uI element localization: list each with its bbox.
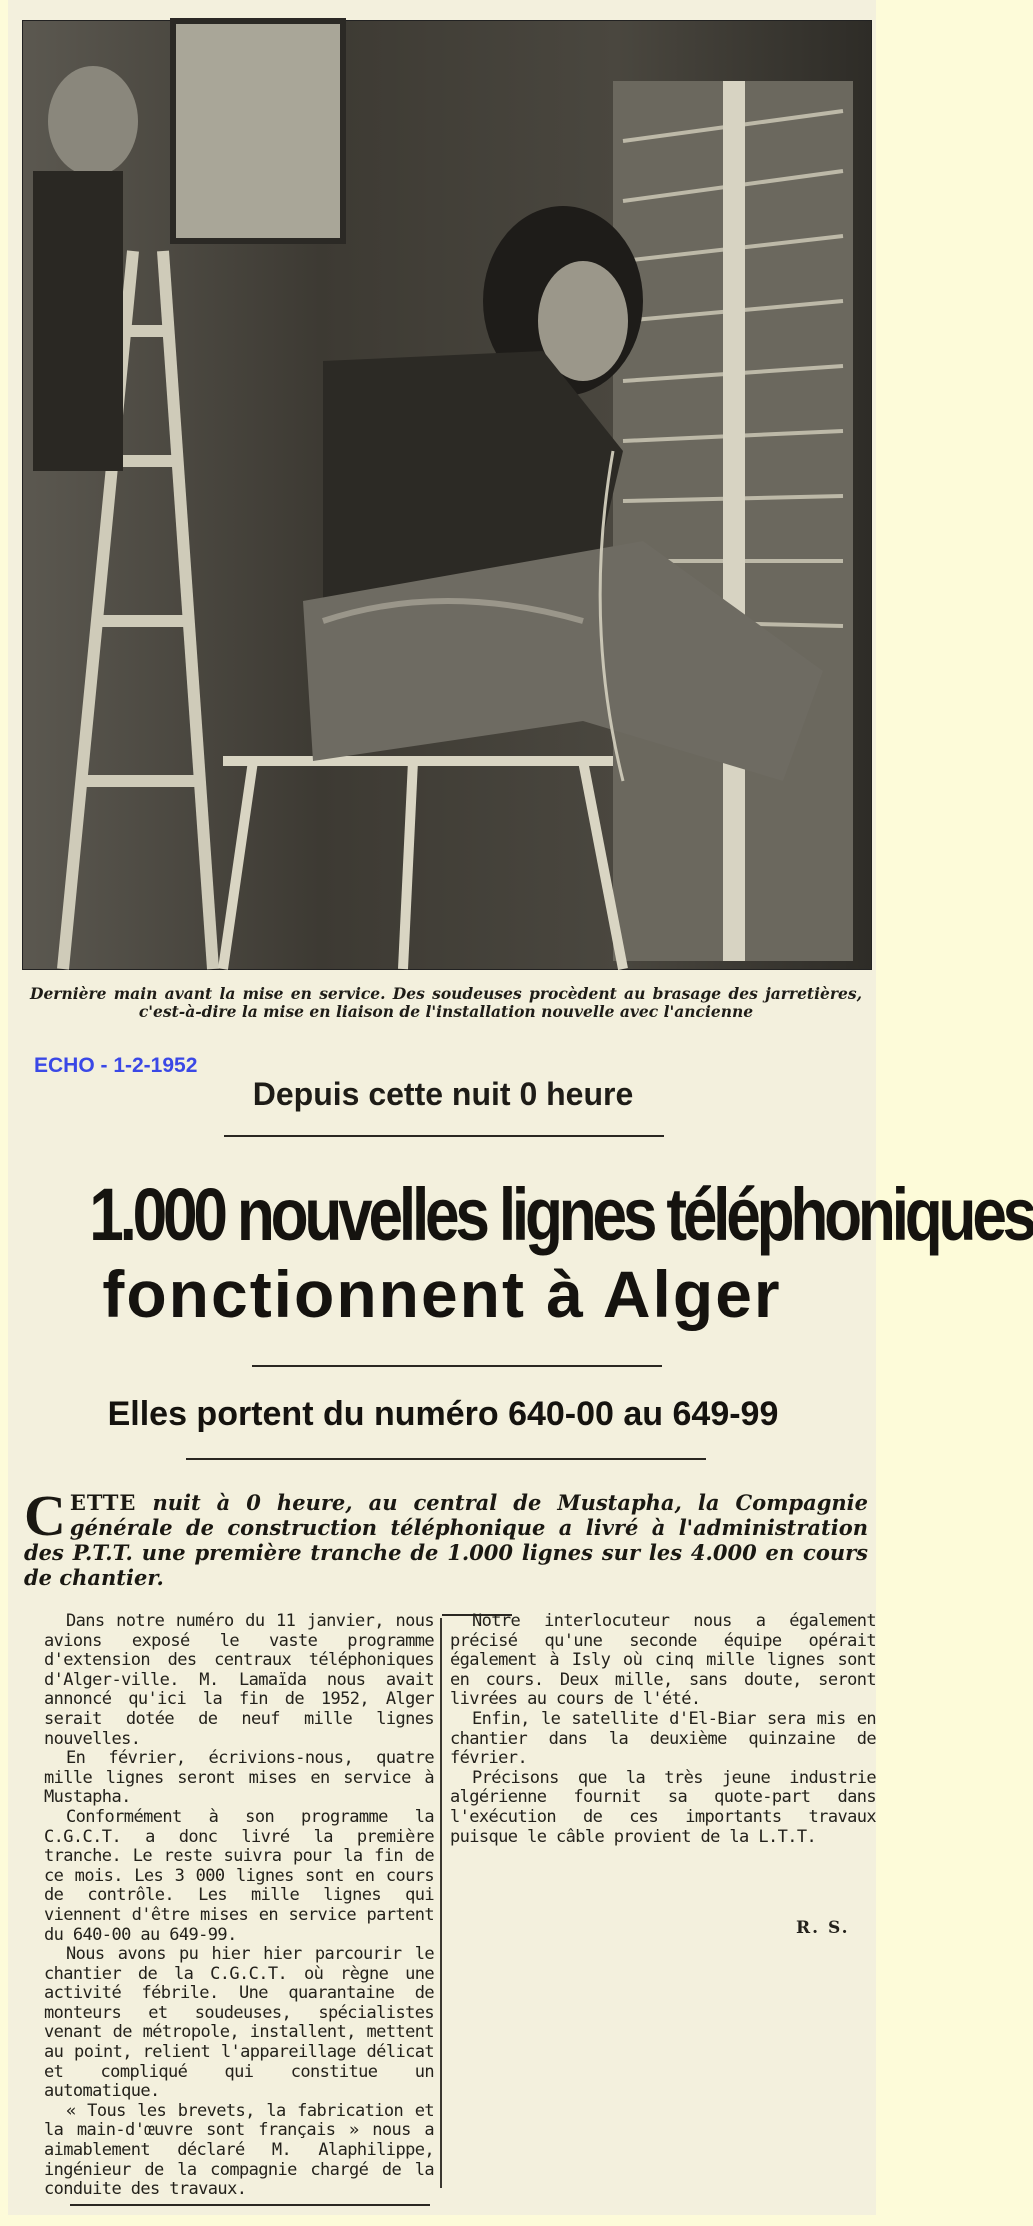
column-paragraph: En février, écrivions-nous, quatre mille lignes seront mises en service à Mustapha. [44,1748,434,1808]
kicker-heading: Depuis cette nuit 0 heure [252,1076,634,1112]
author-signature: R. S. [796,1918,850,1938]
drop-cap: C [24,1483,66,1548]
headline-line-1: 1.000 nouvelles lignes téléphoniques [89,1173,1033,1256]
column-paragraph: Notre interlocuteur nous a également précisé qu'une seconde équipe opérait également à Isly où cinq mille lignes sont en cours. Deux mille, sans doute, seront livrées au cours de l'été. [450,1611,876,1710]
column-paragraph: « Tous les brevets, la fabrication et la main-d'œuvre sont français » nous a aimablement déclaré M. Alaphilippe, ingénieur de la compagnie chargé de la conduite des travaux. [44,2100,434,2200]
subheadline: Elles portent du numéro 640-00 au 649-99 [107,1395,779,1433]
column-paragraph: Nous avons pu hier hier parcourir le chantier de la C.G.C.T. où règne une activité fébrile. Une quarantaine de monteurs et soudeuses, spécialistes venant de métropole, installent, mettent au point, relient l'appareillage délicat et compliqué qui constitue un automatique. [44,1944,434,2102]
source-label: ECHO - 1-2-1952 [34,1054,198,1077]
article-column-1 [44,1612,434,2200]
lead-paragraph [24,1483,868,1590]
lead-first-word: ETTE [69,1490,137,1515]
column-paragraph: Précisons que la très jeune industrie algérienne fournit sa quote-part dans l'exécution de ces importants travaux puisque le câble provient de la L.T.T. [450,1767,876,1847]
rule-3 [186,1458,706,1460]
bottom-rule [70,2204,430,2206]
column-paragraph: Conformément à son programme la C.G.C.T. a donc livré la première tranche. Le reste suivra pour la fin de ce mois. Les 3 000 lignes sont en cours de contrôle. Les mille lignes qui viennent d'être mises en service partent du 640-00 au 649-99. [44,1806,434,1945]
news-photo [22,20,872,970]
article-column-2 [450,1612,876,1847]
lead-text: nuit à 0 heure, au central de Mustapha, la Compagnie générale de construction téléphonique a livré à l'administration des P.T.T. une première tranche de 1.000 lignes sur les 4.000 en cours de chantier. [24,1490,868,1590]
photo-caption: Dernière main avant la mise en service. Des soudeuses procèdent au brasage des jarretières, c'est-à-dire la mise en liaison de l'installation nouvelle avec l'ancienne [30,984,862,1021]
column-paragraph: Dans notre numéro du 11 janvier, nous avions exposé le vaste programme d'extension des centraux téléphoniques d'Alger-ville. M. Lamaïda nous avait annoncé qu'ici la fin de 1952, Alger serait dotée de neuf mille lignes nouvelles. [44,1611,434,1749]
headline-line-2: fonctionnent à Alger [102,1257,782,1331]
rule-2 [252,1365,662,1367]
column-paragraph: Enfin, le satellite d'El-Biar sera mis en chantier dans la deuxième quinzaine de février. [450,1708,876,1769]
rule-1 [224,1135,664,1137]
column-divider-left [440,1618,442,2188]
